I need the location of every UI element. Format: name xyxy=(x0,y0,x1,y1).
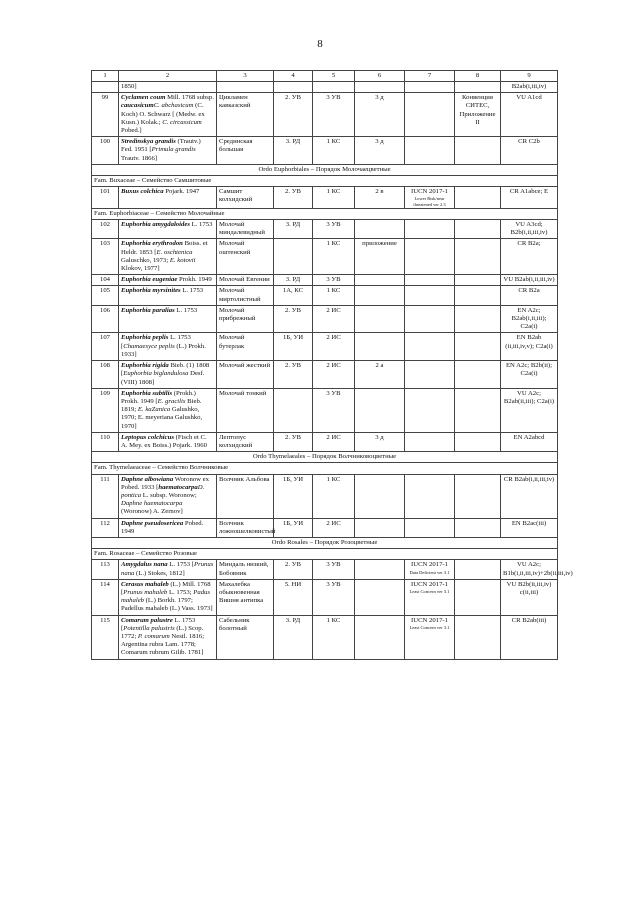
iucn-category: Least Concern ver 3.1 xyxy=(409,588,450,594)
status-c5: 3 УВ xyxy=(313,560,355,579)
author-text: (Trautv.) Fed. 1951 [ xyxy=(121,138,201,154)
author-text: (Woronow) A. Zernov] xyxy=(121,508,183,516)
synonym: E. gracilis xyxy=(157,397,186,405)
convention xyxy=(455,615,501,659)
status-c5: 1 КС xyxy=(313,474,355,518)
species-latin-name xyxy=(119,518,217,537)
family-row xyxy=(92,176,558,187)
russian-name: Волчник Альбова xyxy=(217,474,274,518)
convention xyxy=(455,560,501,579)
page-number: 8 xyxy=(317,38,323,50)
iucn-status xyxy=(405,333,455,361)
synonym: E. kaZanica xyxy=(137,406,171,414)
latin-name: Cyclamen coum xyxy=(121,94,166,102)
status-c4: 2. УВ xyxy=(274,560,313,579)
species-number: 105 xyxy=(92,286,119,305)
species-row xyxy=(92,305,558,333)
russian-name: Молочай Евгении xyxy=(217,275,274,286)
species-number: 99 xyxy=(92,93,119,137)
author-text: Galuschko, 1973; xyxy=(121,256,170,264)
russian-name: Молочай жесткий xyxy=(217,361,274,389)
latin-name: Amygdalus nana xyxy=(121,561,168,569)
iucn-status xyxy=(405,579,455,615)
threat-category: CR A1abce; E xyxy=(501,187,558,209)
russian-name: Молочай бутерлак xyxy=(217,333,274,361)
species-number: 108 xyxy=(92,361,119,389)
order-row xyxy=(92,537,558,548)
status-c4: 2. УВ xyxy=(274,361,313,389)
latin-name: Daphne pseudosericea xyxy=(121,519,184,527)
species-row xyxy=(92,361,558,389)
russian-name: Цикламен кавказский xyxy=(217,93,274,137)
family-title: Fam. Euphorbiaceae – Семейство Молочайные xyxy=(92,208,558,219)
header-row xyxy=(92,71,558,82)
status-c4: 3. РД xyxy=(274,275,313,286)
convention xyxy=(455,333,501,361)
latin-name: Euphorbia amygdaloides xyxy=(121,221,190,229)
synonym: Prunus mahaleb xyxy=(123,588,168,596)
iucn-title: IUCN 2017-1 xyxy=(411,580,448,588)
family-row xyxy=(92,208,558,219)
species-row xyxy=(92,432,558,451)
latin-name: Stredinskya grandis xyxy=(121,138,176,146)
author-text: Pojark. 1947 xyxy=(163,188,200,196)
russian-name: Волчник ложношелковистый xyxy=(217,518,274,537)
author-text: L. 1753 xyxy=(174,306,198,314)
status-c4: 2. УВ xyxy=(274,187,313,209)
species-row xyxy=(92,286,558,305)
species-latin-name xyxy=(119,615,217,659)
convention xyxy=(455,137,501,165)
author-text: L. 1753 [ xyxy=(121,616,196,632)
synonym: Padus mahaleb xyxy=(121,588,210,605)
threat-category: CR B2ab(iii) xyxy=(501,615,558,659)
russian-name: Молочай тонкий xyxy=(217,388,274,432)
family-row xyxy=(92,463,558,474)
author-text: Pobed.] xyxy=(121,127,142,135)
subspecies-name: caucasicum xyxy=(121,102,154,110)
latin-name: Euphorbia myrsinites xyxy=(121,287,181,295)
threat-category: EN A2abcd xyxy=(501,432,558,451)
status-c5: 2 ИС xyxy=(313,432,355,451)
author-text: (L.) Prokh. 1933] xyxy=(121,342,206,358)
status-c4: 1Б, УИ xyxy=(274,474,313,518)
threat-category: VU B2b(ii,iii,iv) c(ii,iii) xyxy=(501,579,558,615)
iucn-status xyxy=(405,432,455,451)
latin-name: Leptopus colchicus xyxy=(121,433,174,441)
species-latin-name xyxy=(119,220,217,239)
threat-category: CR B2ab(i,ii,iii,iv) xyxy=(501,474,558,518)
author-text: (Fisch et C. A. Mey. ex Boiss.) Pojark. 1960 xyxy=(121,433,207,449)
threat-category: CR B2a; xyxy=(501,239,558,275)
status-c4: 1Б, УИ xyxy=(274,333,313,361)
continuation-row xyxy=(92,82,558,93)
iucn-status xyxy=(405,137,455,165)
convention: Конвенция СИТЕС, Приложение II xyxy=(455,93,501,137)
latin-name: Comarum palustre xyxy=(121,616,173,624)
author-text: Woronow; xyxy=(168,491,197,499)
latin-name: Euphorbia peplis xyxy=(121,334,169,342)
species-row xyxy=(92,474,558,518)
author-text: (L.) Stokes, 1812] xyxy=(134,569,185,577)
synonym: E. oschtenica xyxy=(156,248,193,256)
synonym: Potentilla palustris xyxy=(123,624,175,632)
species-latin-name xyxy=(119,239,217,275)
russian-name: Миндаль низкий, Бобовник xyxy=(217,560,274,579)
author-text: L. 1753 xyxy=(189,221,213,229)
threat-category: VU A3cd; B2b(i,ii,iii,iv) xyxy=(501,220,558,239)
synonym: Daphne haematocarpa xyxy=(121,500,183,508)
author-text: Mill. 1768 subsp. xyxy=(165,94,214,102)
species-number: 100 xyxy=(92,137,119,165)
iucn-title: IUCN 2017-1 xyxy=(411,561,448,569)
status-c5: 2 ИС xyxy=(313,361,355,389)
convention xyxy=(455,474,501,518)
status-c6 xyxy=(355,579,405,615)
species-number: 111 xyxy=(92,474,119,518)
header-cell: 6 xyxy=(355,71,405,82)
species-row xyxy=(92,518,558,537)
species-latin-name xyxy=(119,275,217,286)
iucn-status xyxy=(405,187,455,209)
continuation-cell xyxy=(274,82,313,93)
species-number: 115 xyxy=(92,615,119,659)
latin-name: Euphorbia rigida xyxy=(121,362,169,370)
status-c5: 2 ИС xyxy=(313,305,355,333)
status-c5: 2 ИС xyxy=(313,518,355,537)
status-c6: 3 д xyxy=(355,93,405,137)
species-number: 101 xyxy=(92,187,119,209)
species-number: 113 xyxy=(92,560,119,579)
species-row xyxy=(92,560,558,579)
species-number: 106 xyxy=(92,305,119,333)
header-cell: 4 xyxy=(274,71,313,82)
threat-category: EN B2ab (ii,iii,iv,v); C2a(i) xyxy=(501,333,558,361)
header-cell: 7 xyxy=(405,71,455,82)
species-latin-name xyxy=(119,286,217,305)
species-latin-name xyxy=(119,432,217,451)
russian-name: Самшит колхидский xyxy=(217,187,274,209)
status-c5: 1 КС xyxy=(313,137,355,165)
continuation-cell xyxy=(92,82,119,93)
author-text: Boiss. et Heldr. 1853 [ xyxy=(121,240,208,256)
convention xyxy=(455,361,501,389)
convention xyxy=(455,518,501,537)
species-latin-name xyxy=(119,474,217,518)
latin-name: Euphorbia subtilis xyxy=(121,389,173,397)
threat-category: EN A2c; B2ab(i,ii,iii); C2a(i) xyxy=(501,305,558,333)
family-title: Fam. Rosaceae – Семейство Розовые xyxy=(92,549,558,560)
russian-name: Махалебка обыкновенная Вишня антипка xyxy=(217,579,274,615)
iucn-status xyxy=(405,305,455,333)
header-cell: 1 xyxy=(92,71,119,82)
species-latin-name xyxy=(119,388,217,432)
status-c6 xyxy=(355,615,405,659)
status-c4: 5. НИ xyxy=(274,579,313,615)
author-text: L. 1753 [ xyxy=(121,334,191,350)
order-row xyxy=(92,164,558,175)
iucn-status xyxy=(405,474,455,518)
continuation-cell: 1850] xyxy=(119,82,217,93)
species-number: 102 xyxy=(92,220,119,239)
status-c5: 1 КС xyxy=(313,239,355,275)
species-number: 104 xyxy=(92,275,119,286)
author-text: Woronow ex Pobed. 1933 [ xyxy=(121,475,209,491)
author-text: L. 1753; xyxy=(167,588,194,596)
latin-name: Euphorbia erythrodon xyxy=(121,240,183,248)
status-c4: 1А, КС xyxy=(274,286,313,305)
convention xyxy=(455,286,501,305)
author-text: (L.) Mill. 1768 [ xyxy=(121,580,211,596)
status-c4: 1Б, УИ xyxy=(274,518,313,537)
species-table xyxy=(91,70,573,660)
species-number: 110 xyxy=(92,432,119,451)
russian-name: Молочай миндалевидный xyxy=(217,220,274,239)
status-c5: 2 ИС xyxy=(313,333,355,361)
iucn-status xyxy=(405,361,455,389)
author-text: Pobed. 1949 xyxy=(121,519,204,535)
status-c4 xyxy=(274,239,313,275)
author-text: L. subsp. xyxy=(141,491,169,499)
species-latin-name xyxy=(119,361,217,389)
status-c6 xyxy=(355,286,405,305)
iucn-status xyxy=(405,275,455,286)
status-c6 xyxy=(355,220,405,239)
latin-name: Euphorbia eugeniae xyxy=(121,276,178,284)
species-number: 103 xyxy=(92,239,119,275)
author-text: L. 1753 [ xyxy=(167,561,195,569)
status-c6: 2 в xyxy=(355,187,405,209)
convention xyxy=(455,220,501,239)
status-c6 xyxy=(355,388,405,432)
iucn-status xyxy=(405,518,455,537)
iucn-status xyxy=(405,239,455,275)
status-c6: приложение xyxy=(355,239,405,275)
author-text: L. 1753 xyxy=(180,287,204,295)
author-text: (L.) Scop. 1772; xyxy=(121,624,204,640)
russian-name: Молочай миртолистный xyxy=(217,286,274,305)
header-cell: 9 xyxy=(501,71,558,82)
species-row xyxy=(92,220,558,239)
family-title: Fam. Buxaceae – Семейство Самшитовые xyxy=(92,176,558,187)
status-c5: 1 КС xyxy=(313,615,355,659)
status-c5: 3 УВ xyxy=(313,579,355,615)
convention xyxy=(455,579,501,615)
author-text: Bieb. 1819; xyxy=(121,397,202,414)
species-latin-name xyxy=(119,333,217,361)
synonym: Prunus nana xyxy=(121,561,214,577)
author-text: Desf. (VIII) 1808] xyxy=(121,370,205,386)
latin-name: Buxus colchica xyxy=(121,188,164,196)
threat-category: EN A2c; B2b(ii); C2a(i) xyxy=(501,361,558,389)
threat-category: VU A2c; B1b(i,ii,iii,iv)+2b(ii,iii,iv) xyxy=(501,560,558,579)
species-row xyxy=(92,275,558,286)
convention xyxy=(455,305,501,333)
threat-category: CR C2b xyxy=(501,137,558,165)
convention xyxy=(455,275,501,286)
species-row xyxy=(92,93,558,137)
continuation-cell xyxy=(405,82,455,93)
synonym: E. kotovii xyxy=(169,256,196,264)
species-latin-name xyxy=(119,93,217,137)
status-c6 xyxy=(355,560,405,579)
species-row xyxy=(92,187,558,209)
author-text: Galushko, 1970; E. meyeriana Galushko, 1970] xyxy=(121,406,203,430)
species-latin-name xyxy=(119,137,217,165)
threat-category: VU A2c; B2ab(ii,iii); C2a(i) xyxy=(501,388,558,432)
subspecies-name: haematocarpa xyxy=(158,483,198,491)
order-title: Ordo Rosales – Порядок Розоцветные xyxy=(92,537,558,548)
order-title: Ordo Euphorbiales – Порядок Молочаецветные xyxy=(92,164,558,175)
continuation-cell xyxy=(313,82,355,93)
convention xyxy=(455,239,501,275)
status-c5: 3 УВ xyxy=(313,220,355,239)
status-c6 xyxy=(355,305,405,333)
russian-name: Молочай оштенский xyxy=(217,239,274,275)
status-c4: 3. РД xyxy=(274,220,313,239)
status-c5: 3 УВ xyxy=(313,93,355,137)
species-row xyxy=(92,137,558,165)
synonym: Chamaesyce peplis xyxy=(123,342,175,350)
status-c4: 3. РД xyxy=(274,137,313,165)
species-row xyxy=(92,615,558,659)
species-latin-name xyxy=(119,579,217,615)
iucn-status xyxy=(405,615,455,659)
species-row xyxy=(92,333,558,361)
status-c4: 2. УВ xyxy=(274,432,313,451)
iucn-category: Lower Risk/near threatened ver 2.3 xyxy=(413,196,446,207)
header-cell: 8 xyxy=(455,71,501,82)
order-row xyxy=(92,452,558,463)
synonym: P. comarum xyxy=(137,632,170,640)
russian-name: Лептопус колхидский xyxy=(217,432,274,451)
species-row xyxy=(92,239,558,275)
header-cell: 5 xyxy=(313,71,355,82)
status-c6 xyxy=(355,518,405,537)
status-c6: 3 д xyxy=(355,432,405,451)
iucn-status xyxy=(405,286,455,305)
latin-name: Cerasus mahaleb xyxy=(121,580,169,588)
status-c6: 3 д xyxy=(355,137,405,165)
author-text: Klokov, 1977] xyxy=(121,265,160,273)
threat-category: VU A1cd xyxy=(501,93,558,137)
author-text: (L.) Borkh. 1797; Padellus mahaleb (L.) Vass. 1973] xyxy=(121,597,213,613)
synonym: C. abchasicum xyxy=(153,102,194,110)
header-cell: 2 xyxy=(119,71,217,82)
species-number: 114 xyxy=(92,579,119,615)
status-c4 xyxy=(274,388,313,432)
convention xyxy=(455,187,501,209)
continuation-cell xyxy=(455,82,501,93)
convention xyxy=(455,432,501,451)
iucn-status xyxy=(405,388,455,432)
status-c4: 3. РД xyxy=(274,615,313,659)
threat-category: VU B2ab(i,ii,iii,iv) xyxy=(501,275,558,286)
synonym: Euphorbia biglandulosa xyxy=(123,370,189,378)
status-c5: 1 КС xyxy=(313,187,355,209)
russian-name: Сабельник болотный xyxy=(217,615,274,659)
status-c6: 2 а xyxy=(355,361,405,389)
iucn-title: IUCN 2017-1 xyxy=(411,188,448,196)
species-latin-name xyxy=(119,560,217,579)
iucn-category: Data Deficient ver 3.1 xyxy=(409,569,450,575)
status-c5: 3 УВ xyxy=(313,275,355,286)
iucn-status xyxy=(405,560,455,579)
status-c6 xyxy=(355,474,405,518)
species-number: 107 xyxy=(92,333,119,361)
russian-name: Молочай прибрежный xyxy=(217,305,274,333)
latin-name: Daphne albowiana xyxy=(121,475,174,483)
status-c4: 2. УВ xyxy=(274,305,313,333)
order-title: Ordo Thymelaeales – Порядок Волчниковоцветные xyxy=(92,452,558,463)
author-text: Prokh. 1949 xyxy=(177,276,212,284)
status-c6 xyxy=(355,275,405,286)
species-row xyxy=(92,388,558,432)
status-c6 xyxy=(355,333,405,361)
russian-name: Срединская большая xyxy=(217,137,274,165)
species-latin-name xyxy=(119,187,217,209)
continuation-cell: B2ab(i,iii,iv) xyxy=(501,82,558,93)
synonym: C. circassicum xyxy=(162,118,202,126)
species-latin-name xyxy=(119,305,217,333)
latin-name: Euphorbia paralias xyxy=(121,306,175,314)
family-row xyxy=(92,549,558,560)
synonym: Primula grandis xyxy=(151,146,196,154)
iucn-status xyxy=(405,220,455,239)
threat-category: EN B2ac(iii) xyxy=(501,518,558,537)
species-row xyxy=(92,579,558,615)
iucn-category: Least Concern ver 3.1 xyxy=(409,624,450,630)
convention xyxy=(455,388,501,432)
continuation-cell xyxy=(217,82,274,93)
author-text: (Prokh.) Prokh. 1949 [ xyxy=(121,389,196,405)
header-cell: 3 xyxy=(217,71,274,82)
author-text: (C. Koch) O. Schwarz [ xyxy=(121,102,204,118)
iucn-status xyxy=(405,93,455,137)
status-c4: 2. УВ xyxy=(274,93,313,137)
author-text: Trautv. 1866] xyxy=(121,154,158,162)
family-title: Fam. Thymelaeaceae – Семейство Волчниковые xyxy=(92,463,558,474)
synonym: D. pontica xyxy=(121,483,205,499)
species-number: 112 xyxy=(92,518,119,537)
status-c5: 3 УВ xyxy=(313,388,355,432)
author-text: Nestl. 1816; Argentina rubra Lam. 1778; Comarum rubrum Gilib. 1781] xyxy=(121,632,205,657)
continuation-cell xyxy=(355,82,405,93)
threat-category: CR B2a xyxy=(501,286,558,305)
species-number: 109 xyxy=(92,388,119,432)
status-c5: 1 КС xyxy=(313,286,355,305)
iucn-title: IUCN 2017-1 xyxy=(411,616,448,624)
author-text: Bieb. (1) 1808 [ xyxy=(121,362,210,378)
author-text: (Medw. ex Kusn.) Kolak.; xyxy=(121,110,205,126)
